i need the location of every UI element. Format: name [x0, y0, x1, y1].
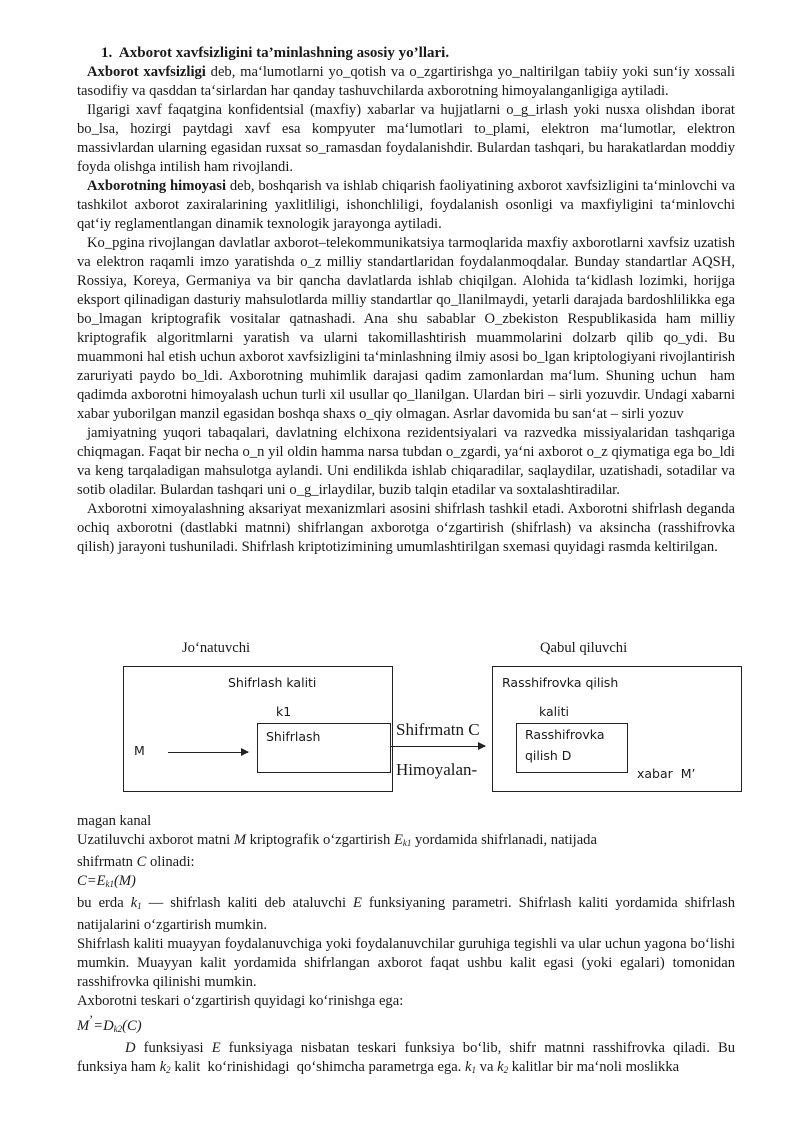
t2: M	[233, 832, 247, 848]
f4: M	[77, 1017, 90, 1034]
t23: k	[465, 1058, 472, 1075]
receiver-label: Qabul qiluvchi	[540, 640, 628, 656]
channel-label: Himoyalan-	[396, 760, 478, 779]
paragraph-1-text: deb, ma‘lumotlarni yo_qotish va o_zgartirishga yo_naltirilgan tabiiy yoki sun‘iy xossali tasodifiy va qasddan ta‘sirlardan har qanday tashuvchilarda axborotning himoyalanganligiga aytiladi.	[77, 64, 735, 99]
paragraph-4: Ko_pgina rivojlangan davlatlar axborot–telekommunikatsiya tarmoqlarida maxfiy axborotlarni xavfsiz uzatish va elektron raqamli imzo yaratishda o_z milliy standartlaridan foydalanmoqdalar. Bunday standartlar AQSH, Rossiya, Koreya, Germaniya va bir qancha davlatlarda ishlab chiqilgan. Alohida ta‘kidlash lozimki, horijga eksport qilinadigan dasturiy mahsulotlarda milliy standartlar qo_llanilmaydi, yetarli darajada bardoshlilikka ega bo_lmagan kriptografik vositalar qatnashadi. Ana shu sabablar O_zbekiston Respublikasida ham milliy kriptografik algoritmlarni yaratish va ularni takomillashtirish muammolarini dolzarb qilib qo_ydi. Bu muammoni hal etish uchun axborot xavfsizligini ta‘minlashning ilmiy asosi bo_lgan kriptologiyani rivojlantirish zaruriyati paydo bo_ldi. Axborotning muhimlik darajasi qadim zamonlardan ma‘lum. Shuning uchun ham qadimda axborotni himoyalash uchun turli xil usullar qo_llanilgan. Ulardan biri – sirli yozuvdir. Undagi xabarni xabar yuborilgan manzil egasidan boshqa shaxs o_qiy olmagan. Asrlar davomida bu san‘at – sirli yozuv	[77, 235, 735, 422]
channel-arrow	[390, 746, 485, 747]
text-after-diagram	[77, 812, 735, 1080]
decryption-key-label-2: kaliti	[539, 704, 569, 719]
formula-encryption	[77, 872, 735, 894]
t6: yordamida shifrlanadi, natijada	[411, 832, 597, 848]
paragraph-9: Axborotni teskari o‘zgartirish quyidagi ko‘rinishga ega:	[77, 993, 404, 1009]
t22: kalit ko‘rinishidagi qo‘shimcha parametrga ega.	[170, 1058, 466, 1075]
t20: k	[159, 1058, 167, 1075]
section-heading: 1. Axborot xavfsizligini ta’minlashning asosiy yo’llari.	[101, 45, 450, 61]
f7: k2	[113, 1023, 123, 1034]
encryption-box-label: Shifrlash	[266, 729, 321, 744]
crypto-scheme-diagram	[120, 640, 745, 800]
t18: E	[211, 1039, 221, 1056]
paragraph-3-text: deb, boshqarish va ishlab chiqarish faoliyatining axborot xavfsizligini ta‘minlovchi va tashkilot axborot zaxiralarining yaxlitliligi, ishonchliligi, foydalanish osonligi va maxfiyligini ta‘minlovchi qat‘iy reglamentlangan dinamik texnologik jarayonga aytiladi.	[77, 178, 735, 232]
f5: ’	[89, 1013, 94, 1027]
paragraph-10	[77, 1039, 735, 1080]
paragraph-7	[77, 894, 735, 935]
line-ciphertext	[77, 853, 735, 872]
t10: bu erda	[77, 895, 131, 911]
t13: — shifrlash kaliti deb ataluvchi	[141, 895, 354, 911]
t7: shifrmatn	[77, 854, 137, 870]
line-encryption-desc	[77, 831, 735, 853]
f3: (M)	[114, 873, 136, 889]
channel-continuation: magan kanal	[77, 813, 152, 829]
f1: C=E	[77, 873, 106, 889]
t16: D	[125, 1039, 136, 1056]
t8: C	[136, 854, 147, 870]
t14: E	[353, 895, 362, 911]
paragraph-8: Shifrlash kaliti muayyan foydalanuvchiga yoki foydalanuvchilar guruhiga tegishli va ular uchun yagona bo‘lishi mumkin. Muayyan kalit yordamida shifrlangan axborot faqat ushbu kalit egasi (yoki egalari) tomonidan rasshifrovka qilinishi mumkin.	[77, 936, 735, 990]
term-axborot-xavfsizligi: Axborot xavfsizligi	[87, 64, 206, 80]
t21: 2	[166, 1064, 171, 1075]
f6: =D	[93, 1017, 114, 1034]
paragraph-3	[77, 177, 735, 234]
t24: 1	[471, 1064, 477, 1075]
f2: k1	[105, 879, 114, 889]
formula-decryption	[77, 1011, 735, 1039]
document-body	[77, 44, 735, 557]
t26: k	[497, 1058, 504, 1075]
t15: funksiyaning parametri. Shifrlash kaliti yordamida shifrlash natijalarini o‘zgartirish mumkin.	[77, 895, 735, 933]
t5: k1	[402, 838, 412, 848]
t9: olinadi:	[146, 854, 195, 870]
decryption-key-label-1: Rasshifrovka qilish	[502, 675, 619, 690]
message-m-label: M	[134, 743, 145, 758]
t27: 2	[503, 1064, 509, 1075]
encryption-key-label: Shifrlash kaliti	[228, 675, 317, 690]
t11: k	[130, 895, 138, 911]
paragraph-5: jamiyatning yuqori tabaqalari, davlatning elchixona rezidentsiyalari va razvedka missiyalaridan tashqariga chiqmagan. Faqat bir necha o_n yil oldin hamma narsa tubdan o_zgardi, ya‘ni axborot o_z qiymatiga ega bo_ldi va keng tarqaladigan mahsulotga aylandi. Uni endilikda ishlab chiqaradilar, saqlaydilar, uzatishadi, sotadilar va sotib oladilar. Bulardan tashqari uni o_g_irlaydilar, buzib talqin etadilar va soxtalashtiradilar.	[77, 425, 735, 498]
paragraph-2: Ilgarigi xavf faqatgina konfidentsial (maxfiy) xabarlar va hujjatlarni o_g_irlash yoki nusxa olishdan iborat bo_lsa, hozirgi paytdagi xavf esa kompyuter ma‘lumotlari to_plami, elektron ma‘lumotlar, elektron massivlardan ularning egasidan ruxsat so_ramasdan foydalanishdir. Bulardan tashqari, bu harakatlardan moddiy foyda olishga intilish ham rivojlandi.	[77, 102, 735, 175]
paragraph-6: Axborotni ximoyalashning aksariyat mexanizmlari asosini shifrlash tashkil etadi. Axborotni shifrlash deganda ochiq axborotni (dastlabki matnni) shifrlangan axborotga o‘zgartirish (shifrlash) va aksincha (rasshifrovka qilish) jarayoni tushuniladi. Shifrlash kriptotizimining umumlashtirilgan sxemasi quyidagi rasmda keltirilgan.	[77, 501, 735, 555]
input-arrow	[168, 752, 248, 753]
t17: funksiyasi	[135, 1039, 212, 1056]
paragraph-1	[77, 63, 735, 101]
decryption-box-label-1: Rasshifrovka	[525, 727, 605, 742]
t28: kalitlar bir ma‘noli moslikka	[508, 1058, 680, 1075]
decryption-box-label-2: qilish D	[525, 748, 572, 763]
k1-label: k1	[276, 704, 292, 719]
t1: Uzatiluvchi axborot matni	[77, 832, 234, 848]
t12: 1	[137, 901, 142, 911]
t19: funksiyaga nisbatan teskari funksiya bo‘lib, shifr matnni rasshifrovka qiladi. Bu funksiya ham	[77, 1039, 735, 1075]
ciphertext-label: Shifrmatn C	[396, 720, 480, 739]
sender-label: Jo‘natuvchi	[182, 640, 251, 656]
t3: kriptografik o‘zgartirish	[246, 832, 394, 848]
t4: E	[393, 832, 403, 848]
term-axborotning-himoyasi: Axborotning himoyasi	[87, 178, 227, 194]
f8: (C)	[122, 1017, 142, 1034]
output-message-label: xabar M’	[637, 766, 696, 781]
t25: va	[476, 1058, 498, 1075]
